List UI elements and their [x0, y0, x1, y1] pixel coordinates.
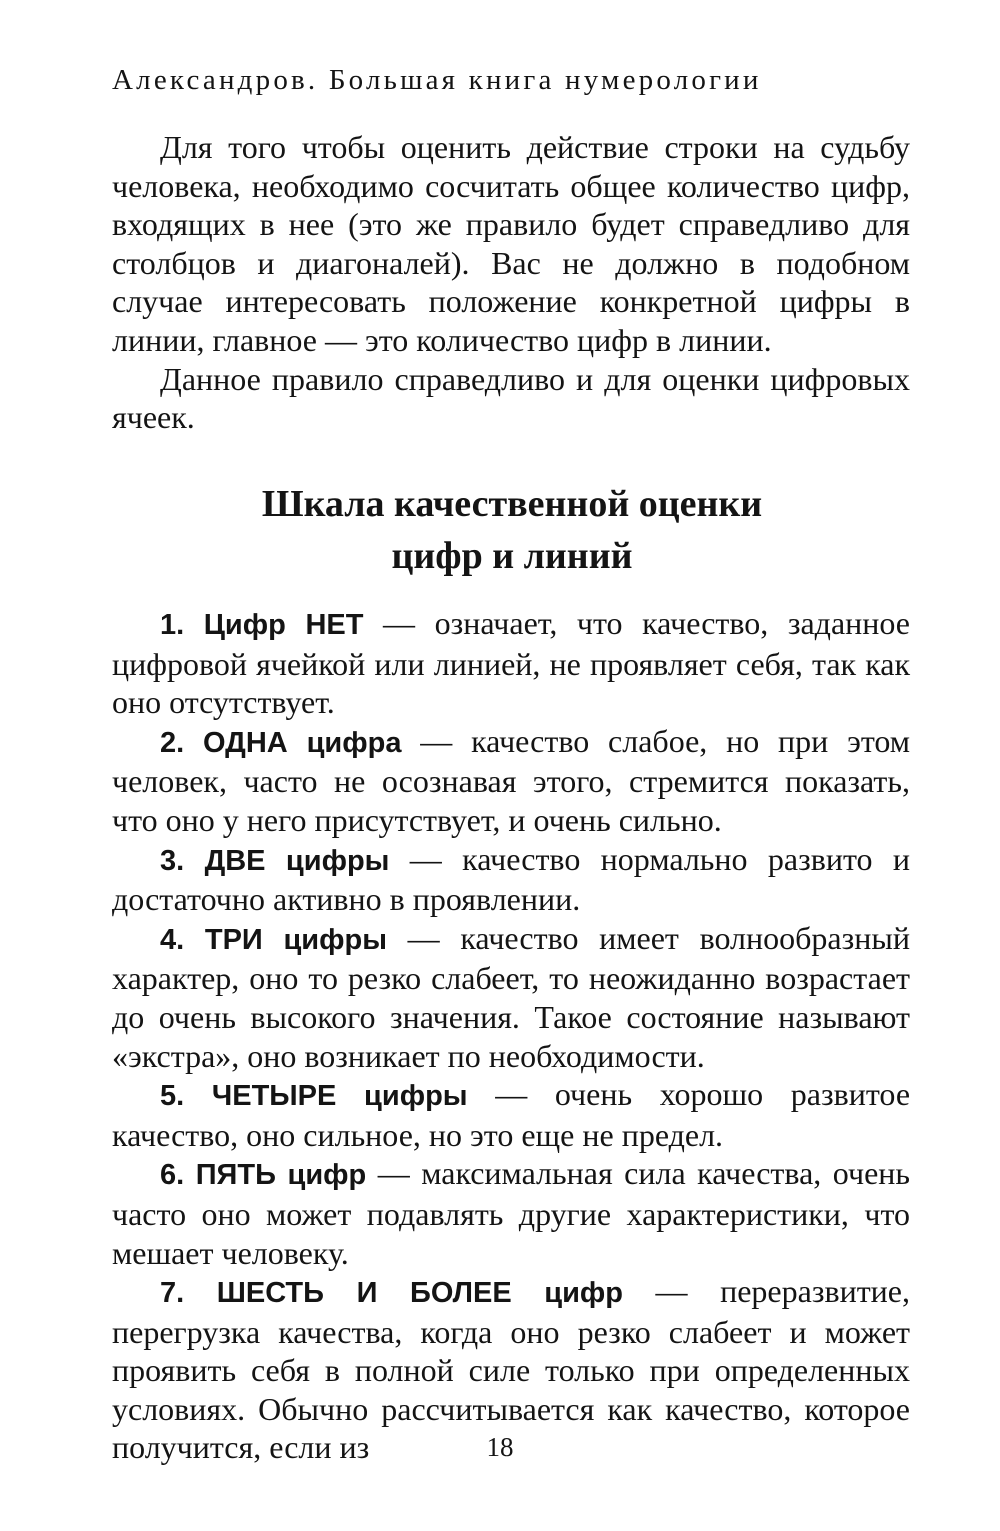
scale-list	[112, 604, 910, 1467]
item-description: — переразвитие, перегрузка качества, когда оно резко слабеет и может проявить себя в полной силе только при определенных условиях. Обычно рассчитывается как качество, которое получится, если из	[112, 1273, 910, 1466]
item-term: ОДНА цифра	[203, 726, 402, 759]
item-term: ПЯТЬ цифр	[195, 1159, 367, 1192]
page-number: 18	[486, 1432, 514, 1462]
item-description: — качество нормально развито и достаточно активно в проявлении.	[112, 840, 911, 918]
item-number: 1.	[160, 609, 185, 641]
item-description: — качество имеет волнообразный характер, оно то резко слабеет, то неожиданно возрастает до очень высокого значения. Такое состояние называют «экстра», оно возникает по необходимости.	[112, 919, 911, 1074]
intro-text	[112, 128, 910, 437]
running-header: Александров. Большая книга нумерологии	[112, 64, 762, 96]
item-description: — максимальная сила качества, очень часто оно может подавлять другие характеристики, что мешает человеку.	[112, 1155, 910, 1271]
item-number: 4.	[160, 923, 185, 956]
intro-paragraph: Для того чтобы оценить действие строки на судьбу человека, необходимо сосчитать общее количество цифр, входящих в нее (это же правило будет справедливо для столбцов и диагоналей). Вас не должно в подобном случае интересовать положение конкретной цифры в линии, главное — это количество цифр в линии.	[112, 129, 910, 358]
item-term: ДВЕ цифры	[204, 844, 390, 877]
scale-item	[112, 919, 910, 1075]
scale-item	[112, 840, 910, 919]
section-heading	[112, 478, 912, 582]
item-description: — означает, что качество, заданное цифровой ячейкой или линией, не проявляет себя, так как оно отсутствует.	[112, 605, 910, 721]
section-heading-line: цифр и линий	[391, 535, 633, 577]
item-description: — очень хорошо развитое качество, оно сильное, но это еще не предел.	[112, 1076, 911, 1153]
section-heading-line: Шкала качественной оценки	[261, 483, 763, 525]
intro-paragraph: Данное правило справедливо и для оценки цифровых ячеек.	[112, 360, 910, 436]
item-number: 3.	[160, 844, 185, 877]
item-description: — качество слабое, но при этом человек, часто не осознавая этого, стремится показать, что оно у него присутствует, и очень сильно.	[112, 722, 911, 838]
item-term: ЧЕТЫРЕ цифры	[211, 1080, 468, 1113]
scale-item	[112, 722, 910, 840]
item-number: 7.	[160, 1277, 185, 1310]
item-term: ТРИ цифры	[204, 923, 387, 956]
item-number: 2.	[160, 726, 185, 759]
item-term: ШЕСТЬ И БОЛЕЕ цифр	[216, 1277, 624, 1310]
item-term: Цифр НЕТ	[203, 609, 364, 641]
item-number: 5.	[160, 1080, 185, 1113]
item-number: 6.	[160, 1159, 185, 1192]
scale-item	[112, 604, 910, 722]
scale-item	[112, 1075, 910, 1154]
scale-item	[112, 1154, 910, 1272]
